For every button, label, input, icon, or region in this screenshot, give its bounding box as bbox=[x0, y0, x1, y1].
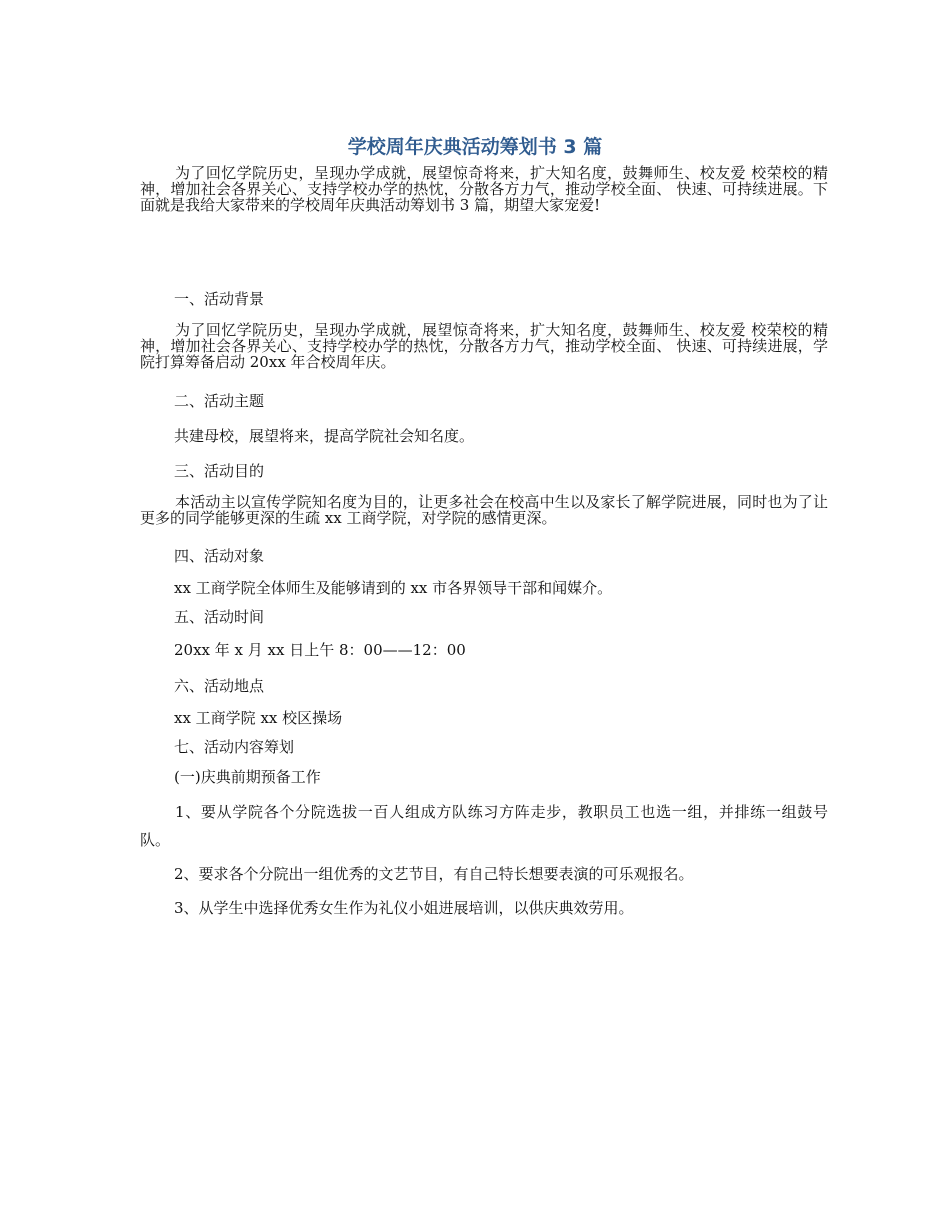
section-heading-content: 七、活动内容筹划 bbox=[174, 738, 295, 756]
section-body-theme: 共建母校，展望将来，提高学院社会知名度。 bbox=[174, 427, 475, 445]
list-item-1: 1、要从学院各个分院选拔一百人组成方队练习方阵走步，教职员工也选一组，并排练一组鼓号队。 bbox=[140, 803, 828, 849]
section-heading-time: 五、活动时间 bbox=[174, 608, 265, 626]
section-heading-background: 一、活动背景 bbox=[174, 290, 265, 308]
section-body-background: 为了回忆学院历史，呈现办学成就，展望惊奇将来，扩大知名度，鼓舞师生、校友爱 校荣校的精神，增加社会各界关心、支持学校办学的热忱，分散各方力气，推动学校全面、 快速、可持续进展，学院打算筹备启动 20xx 年合校周年庆。 bbox=[140, 321, 828, 371]
section-heading-audience: 四、活动对象 bbox=[174, 547, 265, 565]
list-item-3: 3、从学生中选择优秀女生作为礼仪小姐进展培训，以供庆典效劳用。 bbox=[174, 899, 634, 917]
section-subheading-preparation: (一)庆典前期预备工作 bbox=[174, 768, 321, 786]
section-heading-location: 六、活动地点 bbox=[174, 677, 265, 695]
section-heading-theme: 二、活动主题 bbox=[174, 392, 265, 410]
list-item-2: 2、要求各个分院出一组优秀的文艺节目，有自己特长想要表演的可乐观报名。 bbox=[174, 865, 694, 883]
intro-paragraph: 为了回忆学院历史，呈现办学成就，展望惊奇将来，扩大知名度，鼓舞师生、校友爱 校荣校的精神，增加社会各界关心、支持学校办学的热忱，分散各方力气，推动学校全面、 快速、可持续进展。下面就是我给大家带来的学校周年庆典活动筹划书 3 篇，期望大家宠爱! bbox=[140, 164, 828, 214]
section-body-time: 20xx 年 x 月 xx 日上午 8：00——12：00 bbox=[174, 641, 466, 659]
section-body-audience: xx 工商学院全体师生及能够请到的 xx 市各界领导干部和闻媒介。 bbox=[174, 579, 613, 597]
section-heading-purpose: 三、活动目的 bbox=[174, 462, 265, 480]
section-body-location: xx 工商学院 xx 校区操场 bbox=[174, 709, 343, 727]
section-body-purpose: 本活动主以宣传学院知名度为目的，让更多社会在校高中生以及家长了解学院进展，同时也为了让更多的同学能够更深的生疏 xx 工商学院，对学院的感情更深。 bbox=[140, 493, 828, 527]
document-title: 学校周年庆典活动筹划书 3 篇 bbox=[347, 136, 603, 158]
